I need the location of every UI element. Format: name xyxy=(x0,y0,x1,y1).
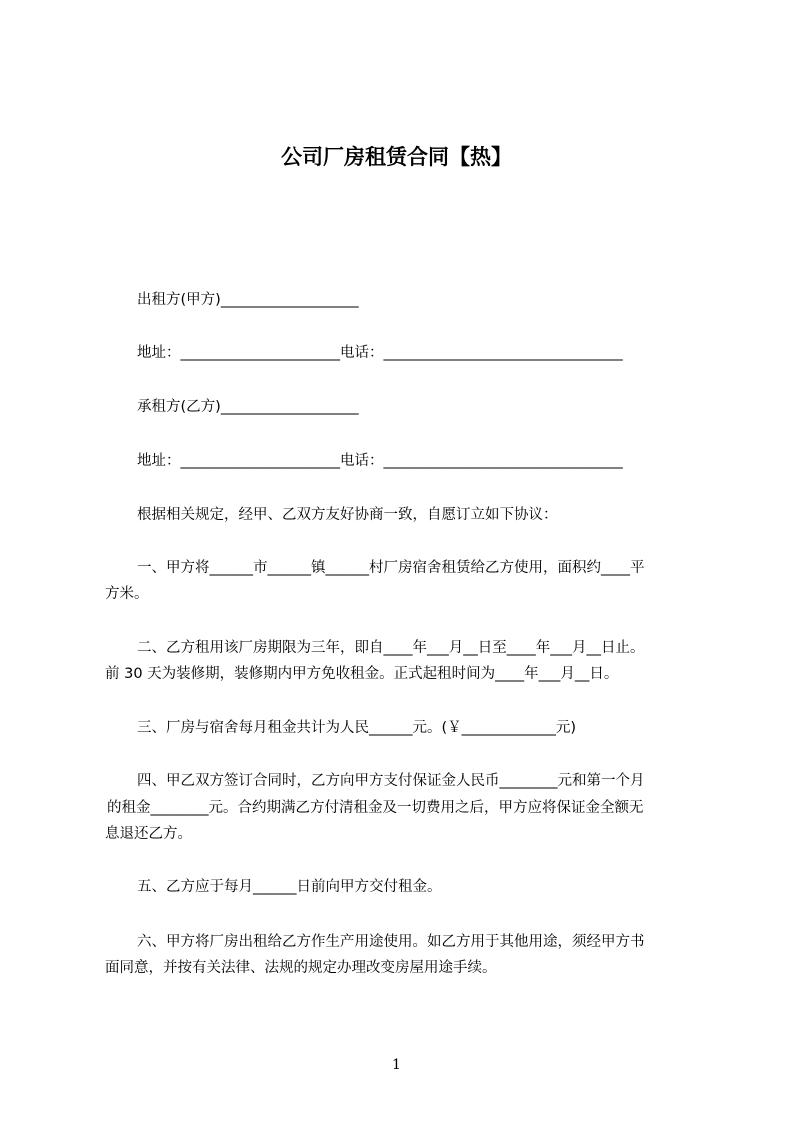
page-number: 1 xyxy=(392,1057,401,1073)
clause-4-line-2: 的租金________元。合约期满乙方付清租金及一切费用之后，甲方应将保证金全额无 xyxy=(107,800,644,816)
clause-4-line-3: 息退还乙方。 xyxy=(105,826,192,842)
clause-5-line-1: 五、乙方应于每月______日前向甲方交付租金。 xyxy=(137,879,442,895)
lessee-contact-line: 地址：______________________电话：_________________________________ xyxy=(137,453,623,469)
clause-4-line-1: 四、甲乙双方签订合同时，乙方向甲方支付保证金人民币________元和第一个月 xyxy=(137,773,645,789)
clause-6-line-1: 六、甲方将厂房出租给乙方作生产用途使用。如乙方用于其他用途，须经甲方书 xyxy=(137,934,645,950)
intro-paragraph: 根据相关规定，经甲、乙双方友好协商一致，自愿订立如下协议： xyxy=(137,507,558,523)
clause-2-line-1: 二、乙方租用该厂房期限为三年，即自____年___月__日至____年___月__日止。 xyxy=(137,640,645,656)
document-title: 公司厂房租赁合同【热】 xyxy=(281,145,512,169)
clause-3-line-1: 三、厂房与宿舍每月租金共计为人民______元。(￥_____________元) xyxy=(137,720,577,736)
lessor-line: 出租方(甲方)___________________ xyxy=(137,292,359,308)
lessor-contact-line: 地址：______________________电话：_________________________________ xyxy=(137,345,623,361)
clause-2-line-2: 前 30 天为装修期，装修期内甲方免收租金。正式起租时间为____年___月__日。 xyxy=(105,666,619,682)
clause-6-line-2: 面同意，并按有关法律、法规的规定办理改变房屋用途手续。 xyxy=(105,960,497,976)
clause-1-line-2: 方米。 xyxy=(105,586,149,602)
clause-1-line-1: 一、甲方将______市______镇______村厂房宿舍租赁给乙方使用，面积约____平 xyxy=(137,560,645,576)
lessee-line: 承租方(乙方)___________________ xyxy=(137,399,359,415)
